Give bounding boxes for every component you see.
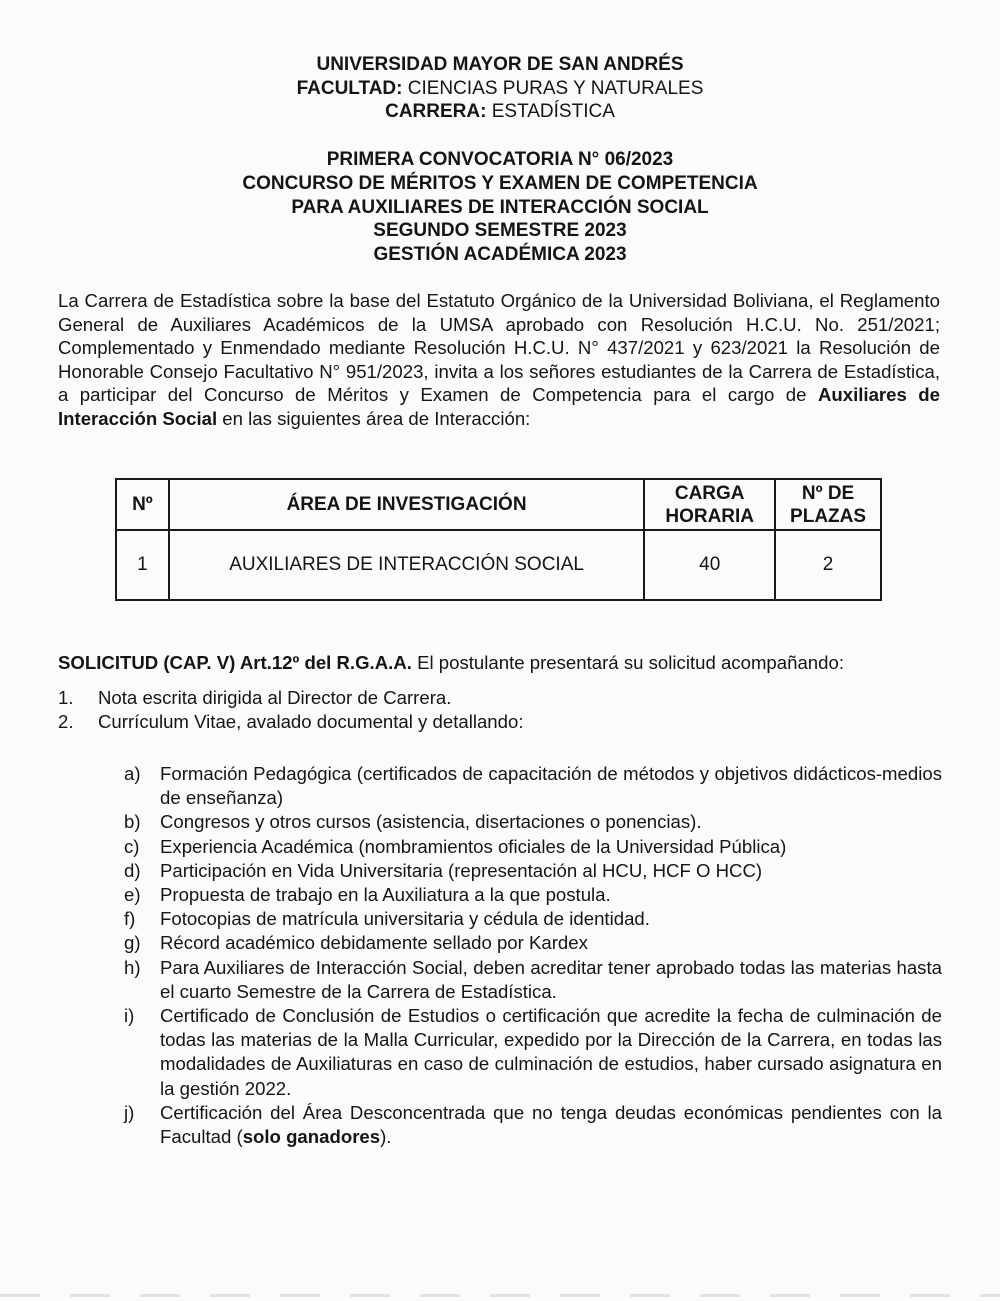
list-item-letter: d) [124, 859, 141, 881]
list-item-text: Récord académico debidamente sellado por Kardex [160, 932, 588, 954]
title-line-2: CONCURSO DE MÉRITOS Y EXAMEN DE COMPETENCIA [242, 172, 758, 194]
list-item [124, 1101, 942, 1149]
convocatoria-title [0, 148, 1000, 267]
list-item [124, 907, 942, 931]
list-item-text: Participación en Vida Universitaria (representación al HCU, HCF O HCC) [160, 859, 763, 881]
list-item-text: Experiencia Académica (nombramientos oficiales de la Universidad Pública) [160, 835, 787, 857]
header-carga-line1: CARGA [674, 482, 745, 504]
list-item-number: 1. [58, 687, 74, 708]
last-item-text-before: Certificación del Área Desconcentrada que no tenga deudas económicas pendientes con la Facultad ( [160, 1101, 942, 1148]
list-item-letter: a) [124, 763, 141, 784]
areas-table [115, 478, 882, 601]
list-item-letter: i) [124, 1005, 135, 1027]
list-item [58, 686, 938, 710]
solicitud-title [58, 651, 958, 674]
list-item [124, 956, 942, 1004]
career-line [0, 100, 1000, 124]
list-item [124, 859, 942, 883]
list-item [124, 835, 942, 859]
list-item-text [160, 1101, 942, 1149]
intro-text-after: en las siguientes área de Interacción: [217, 407, 531, 429]
list-item-letter: b) [124, 811, 141, 833]
intro-paragraph [58, 289, 940, 431]
list-item-text: Fotocopias de matrícula universitaria y cédula de identidad. [160, 908, 650, 930]
document-header [0, 53, 1000, 124]
solicitud-title-bold: SOLICITUD (CAP. V) Art.12º del R.G.A.A. [58, 652, 412, 673]
scan-edge-noise [0, 1294, 1000, 1297]
lettered-list [124, 762, 942, 1149]
list-item-text: Congresos y otros cursos (asistencia, disertaciones o ponencias). [160, 811, 702, 833]
list-item-text: Currículum Vitae, avalado documental y detallando: [98, 711, 524, 732]
career-label: CARRERA: [385, 101, 487, 122]
cell-plazas: 2 [775, 530, 881, 600]
list-item [124, 883, 942, 907]
intro-bold-text: Auxiliares de Interacción Social [58, 384, 940, 429]
list-item [124, 810, 942, 834]
cell-carga: 40 [644, 530, 775, 600]
list-item-letter: g) [124, 932, 141, 954]
list-item-number: 2. [58, 711, 74, 732]
list-item-letter: e) [124, 884, 141, 906]
header-plazas-line2: PLAZAS [790, 505, 867, 527]
list-item-text: Certificado de Conclusión de Estudios o certificación que acredite la fecha de culminación de todas las materias de la Malla Curricular, expedido por la Dirección de la Carrera, en todas las modalidades de Auxiliaturas en caso de culminación de estudios, haber cursado asignatura en la gestión 2022. [160, 1005, 942, 1099]
header-plazas-line1: Nº DE [801, 482, 855, 504]
faculty-line [0, 77, 1000, 101]
cell-area: AUXILIARES DE INTERACCIÓN SOCIAL [169, 530, 644, 600]
list-item-letter: j) [124, 1101, 135, 1123]
list-item-text: Propuesta de trabajo en la Auxiliatura a la que postula. [160, 884, 611, 906]
last-item-text-after: ). [380, 1126, 392, 1148]
header-carga [644, 479, 775, 530]
faculty-label: FACULTAD: [296, 77, 403, 99]
intro-text-before: La Carrera de Estadística sobre la base del Estatuto Orgánico de la Universidad Boliviana, el Reglamento General de Auxiliares Académicos de la UMSA aprobado con Resolución H.C.U. No. 251/2021; Complementado y Enmendado mediante Resolución H.C.U. N° 437/2021 y 623/2021 la Resolución de Honorable Consejo Facultativo N° 951/2023, invita a los señores estudiantes de la Carrera de Estadística, a participar del Concurso de Méritos y Examen de Competencia para el cargo de [58, 290, 940, 406]
list-item-text: Nota escrita dirigida al Director de Carrera. [98, 687, 452, 708]
faculty-value: CIENCIAS PURAS Y NATURALES [407, 77, 704, 99]
solicitud-title-rest: El postulante presentará su solicitud acompañando: [411, 652, 844, 673]
header-plazas [775, 479, 881, 530]
list-item-text: Formación Pedagógica (certificados de capacitación de métodos y objetivos didácticos-medios de enseñanza) [160, 763, 942, 809]
university-name: UNIVERSIDAD MAYOR DE SAN ANDRÉS [316, 54, 684, 75]
title-line-4: SEGUNDO SEMESTRE 2023 [373, 220, 627, 242]
list-item-letter: c) [124, 835, 140, 857]
list-item [124, 931, 942, 955]
list-item-letter: h) [124, 956, 141, 978]
career-value: ESTADÍSTICA [491, 101, 615, 122]
header-num: Nº [116, 479, 169, 530]
header-area: ÁREA DE INVESTIGACIÓN [169, 479, 644, 530]
cell-num: 1 [116, 530, 169, 600]
list-item-text: Para Auxiliares de Interacción Social, deben acreditar tener aprobado todas las materias hasta el cuarto Semestre de la Carrera de Estadística. [160, 956, 942, 1002]
list-item [58, 710, 938, 734]
list-item-letter: f) [124, 908, 136, 930]
title-line-1: PRIMERA CONVOCATORIA N° 06/2023 [326, 149, 674, 170]
title-line-5: GESTIÓN ACADÉMICA 2023 [373, 244, 627, 266]
numbered-list [58, 686, 938, 734]
header-carga-line2: HORARIA [665, 505, 755, 527]
list-item [124, 1004, 942, 1101]
table-header-row [116, 479, 881, 530]
title-line-3: PARA AUXILIARES DE INTERACCIÓN SOCIAL [291, 196, 709, 218]
list-item [124, 762, 942, 810]
table-row [116, 530, 881, 600]
last-item-bold: solo ganadores [242, 1126, 381, 1148]
